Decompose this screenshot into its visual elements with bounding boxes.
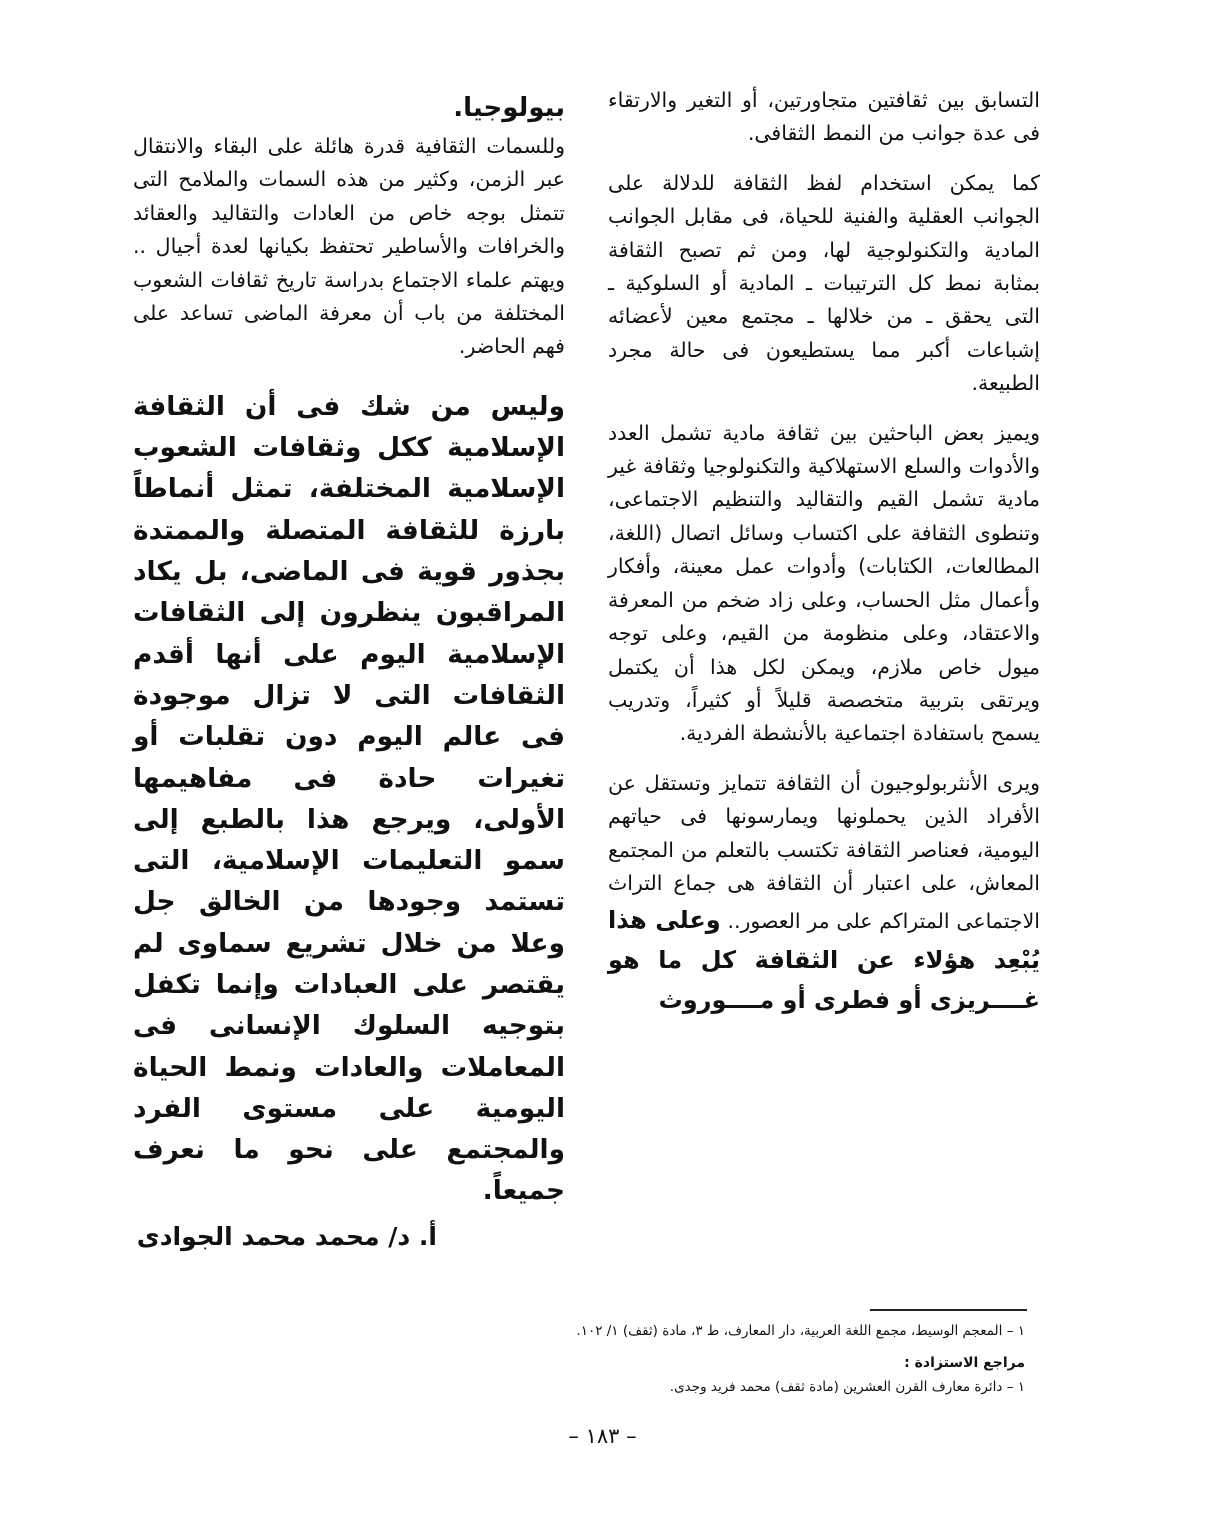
right-paragraph-1: التسابق بين ثقافتين متجاورتين، أو التغير والارتقاء فى عدة جوانب من النمط الثقافى. — [608, 88, 1040, 146]
right-paragraph-4-regular: ويرى الأنثربولوجيون أن الثقافة تتمايز وتستقل عن الأفراد الذين يحملونها ويمارسونها فى حياتهم اليومية، فعناصر الثقافة تكتسب بالتعلم من المجتمع المعاش، على اعتبار أن الثقافة هى جماع التراث الاجتماعى المتراكم على مر العصور.. — [608, 770, 1040, 934]
footnote-divider — [870, 1309, 1027, 1311]
footnote-1: ١ – المعجم الوسيط، مجمع اللغة العربية، دار المعارف، ط ٣، مادة (ثقف) ١/ ١٠٢. — [576, 1323, 1025, 1339]
further-reading-item-1: ١ – دائرة معارف القرن العشرين (مادة ثقف) محمد فريد وجدى. — [669, 1379, 1025, 1395]
left-paragraph-1: وللسمات الثقافية قدرة هائلة على البقاء والانتقال عبر الزمن، وكثير من هذه السمات والملامح التى تتمثل بوجه خاص من العادات والتقاليد والعقائد والخرافات والأساطير تحتفظ بكيانها لعدة أجيال .. ويهتم علماء الاجتماع بدراسة تاريخ ثقافات الشعوب المختلفة من باب أن معرفة الماضى تساعد على فهم الحاضر. — [133, 134, 565, 359]
right-paragraph-2: كما يمكن استخدام لفظ الثقافة للدلالة على الجوانب العقلية والفنية للحياة، فى مقابل الجوانب المادية والتكنولوجية لها، ومن ثم تصبح الثقافة بمثابة نمط كل الترتيبات ـ المادية أو السلوكية ـ التى يحقق ـ من خلالها ـ مجتمع معين لأعضائه إشباعات أكبر مما يستطيعون فى حالة مجرد الطبيعة. — [608, 170, 1040, 396]
page-number: – ١٨٣ – — [568, 1424, 637, 1448]
further-reading-heading: مراجع الاستزادة : — [904, 1355, 1025, 1371]
author-signature: أ. د/ محمد محمد الجوادى — [136, 1222, 437, 1251]
left-paragraph-2-bold: وليس من شك فى أن الثقافة الإسلامية ككل وثقافات الشعوب الإسلامية المختلفة، تمثل أنماطاً بارزة للثقافة المتصلة والممتدة بجذور قوية فى الماضى، بل يكاد المراقبون ينظرون إلى الثقافات الإسلامية اليوم على أنها أقدم الثقافات التى لا تزال موجودة فى عالم اليوم دون تقلبات أو تغيرات حادة فى مفاهيمها الأولى، ويرجع هذا بالطبع إلى سمو التعليمات الإسلامية، التى تستمد وجودها من الخالق جل وعلا من خلال تشريع سماوى لم يقتصر على العبادات وإنما تكفل بتوجيه السلوك الإنسانى فى المعاملات والعادات ونمط الحياة اليومية على مستوى الفرد والمجتمع على نحو ما نعرف جميعاً. — [133, 390, 565, 1207]
right-paragraph-4 — [608, 767, 1040, 1021]
right-column — [608, 84, 1040, 1020]
left-column-heading: بيولوجيا. — [453, 93, 565, 123]
left-column — [133, 84, 565, 1212]
right-paragraph-4-bold: وعلى هذا يُبْعِد هؤلاء عن الثقافة كل ما هو غــــريزى أو فطرى أو مــــوروث — [608, 906, 1040, 1015]
right-paragraph-3: ويميز بعض الباحثين بين ثقافة مادية تشمل العدد والأدوات والسلع الاستهلاكية والتكنولوجيا وثقافة غير مادية تشمل القيم والتقاليد والتنظيم الاجتماعى، وتنطوى الثقافة على اكتساب وسائل اتصال (اللغة، المطالعات، الكتابات) وأدوات عمل معينة، وأفكار وأعمال مثل الحساب، وعلى زاد ضخم من المعرفة والاعتقاد، وعلى منظومة من القيم، وعلى توجه ميول خاص ملازم، ويمكن لكل هذا أن يكتمل ويرتقى بتربية متخصصة قليلاً أو كثيراً، وتدريب يسمح باستفادة اجتماعية بالأنشطة الفردية. — [608, 420, 1040, 746]
